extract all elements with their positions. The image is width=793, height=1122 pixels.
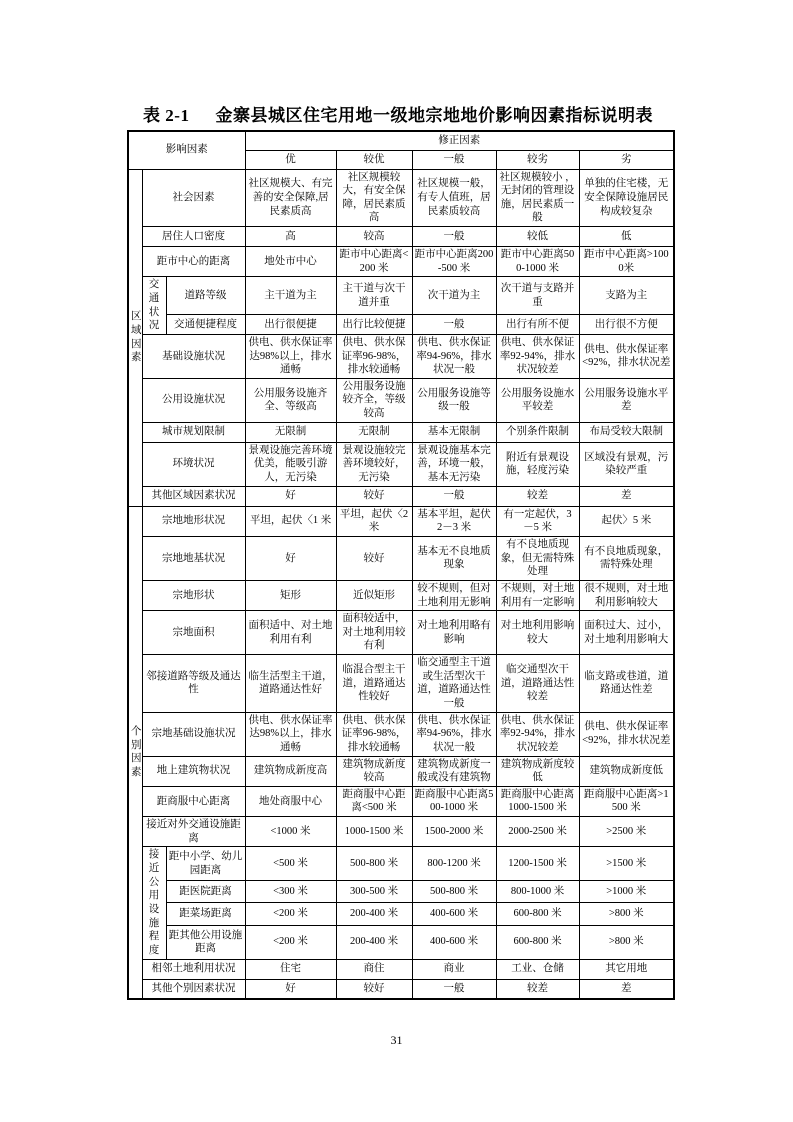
factor-value-cell: 地处商服中心 [245,786,336,816]
factor-value-cell: 对土地利用略有影响 [412,611,496,655]
factor-value-cell: 公用服务设施齐全、等级高 [245,378,336,422]
factor-name-cell: 基础设施状况 [142,334,245,378]
factor-value-cell: 景观设施较完善环境较好，无污染 [336,442,412,486]
header-influence-factor: 影响因素 [128,131,245,169]
factor-value-cell: 临混合型主干道，道路通达性较好 [336,655,412,713]
factor-value-cell: 社区规模较小 ，无封闭的管理设施，居民素质一般 [496,169,579,227]
factor-value-cell: 公用服务设施水平差 [579,378,674,422]
factor-value-cell: 较低 [496,227,579,247]
factor-value-cell: 低 [579,227,674,247]
factor-value-cell: 500-800 米 [336,847,412,881]
factor-value-cell: 平坦，起伏〈2 米 [336,506,412,536]
factor-value-cell: 较好 [336,486,412,506]
header-level-poor: 较劣 [496,150,579,169]
factor-value-cell: 公用服务设施等级一般 [412,378,496,422]
factor-value-cell: >800 米 [579,925,674,959]
factor-name-cell: 公用设施状况 [142,378,245,422]
factor-value-cell: 供电、供水保证率94-96%，排水状况一般 [412,334,496,378]
factor-name-cell: 距菜场距离 [166,903,245,925]
factor-value-cell: 一般 [412,486,496,506]
factor-name-cell: 宗地形状 [142,580,245,610]
factor-value-cell: 距商服中心距离<500 米 [336,786,412,816]
factor-value-cell: 供电、供水保证率96-98%，排水较通畅 [336,334,412,378]
factor-name-cell: 距其他公用设施距离 [166,925,245,959]
factor-name-cell: 宗地地形状况 [142,506,245,536]
factor-value-cell: 次干道为主 [412,277,496,315]
factor-value-cell: 社区规模一般，有专人值班，居民素质较高 [412,169,496,227]
factor-name-cell: 邻接道路等级及通达性 [142,655,245,713]
factor-value-cell: 矩形 [245,580,336,610]
factor-value-cell: <1000 米 [245,817,336,847]
factor-value-cell: 1000-1500 米 [336,817,412,847]
factor-value-cell: 区域没有景观，污染较严重 [579,442,674,486]
header-level-good: 较优 [336,150,412,169]
factor-value-cell: 1500-2000 米 [412,817,496,847]
factor-value-cell: 距商服中心距离>1500 米 [579,786,674,816]
factor-value-cell: 基本无不良地质现象 [412,536,496,580]
factor-value-cell: 500-800 米 [412,881,496,903]
factor-value-cell: 有不良地质现象，但无需特殊处理 [496,536,579,580]
factor-value-cell: 200-400 米 [336,925,412,959]
factor-value-cell: 300-500 米 [336,881,412,903]
factor-value-cell: 支路为主 [579,277,674,315]
factor-value-cell: 600-800 米 [496,925,579,959]
factor-name-cell: 道路等级 [166,277,245,315]
factor-value-cell: 出行很不方便 [579,314,674,334]
factor-value-cell: >800 米 [579,903,674,925]
factor-value-cell: 主干道为主 [245,277,336,315]
factor-name-cell: 其他个别因素状况 [142,979,245,999]
factor-value-cell: 临交通型主干道或生活型次干道，道路通达性一般 [412,655,496,713]
factor-name-cell: 相邻土地利用状况 [142,959,245,979]
factor-value-cell: <300 米 [245,881,336,903]
factor-value-cell: 出行很便捷 [245,314,336,334]
factor-value-cell: 商住 [336,959,412,979]
factor-value-cell: 供电、供水保证率92-94%，排水状况较差 [496,712,579,756]
factor-value-cell: 距市中心距离500-1000 米 [496,247,579,277]
group-label-individual: 个别因素 [128,506,142,999]
factor-value-cell: 供电、供水保证率96-98%，排水较通畅 [336,712,412,756]
factor-value-cell: 供电、供水保证率<92%，排水状况差 [579,712,674,756]
factor-value-cell: 公用服务设施水平较差 [496,378,579,422]
factor-value-cell: 平坦，起伏〈1 米 [245,506,336,536]
factor-value-cell: 面积适中、对土地利用有利 [245,611,336,655]
factor-value-cell: 住宅 [245,959,336,979]
factor-value-cell: 很不规则，对土地利用影响较大 [579,580,674,610]
factor-value-cell: 无限制 [336,422,412,442]
factor-value-cell: 供电、供水保证率达98%以上，排水通畅 [245,712,336,756]
factor-name-cell: 距市中心的距离 [142,247,245,277]
factor-value-cell: 较高 [336,227,412,247]
factor-value-cell: 200-400 米 [336,903,412,925]
factor-value-cell: 无限制 [245,422,336,442]
factor-value-cell: 较好 [336,979,412,999]
factor-value-cell: 供电、供水保证率<92%，排水状况差 [579,334,674,378]
factor-value-cell: 800-1200 米 [412,847,496,881]
factor-value-cell: >1000 米 [579,881,674,903]
factor-value-cell: 好 [245,486,336,506]
header-correction-factor: 修正因素 [245,131,674,150]
factor-name-cell: 宗地基础设施状况 [142,712,245,756]
header-level-bad: 劣 [579,150,674,169]
factor-value-cell: 距商服中心距离1000-1500 米 [496,786,579,816]
factor-value-cell: 距商服中心距离500-1000 米 [412,786,496,816]
factor-value-cell: 好 [245,536,336,580]
factor-value-cell: 起伏〉5 米 [579,506,674,536]
factor-value-cell: 主干道与次干道并重 [336,277,412,315]
factor-value-cell: 附近有景观设施，轻度污染 [496,442,579,486]
factor-name-cell: 社会因素 [142,169,245,227]
factor-value-cell: 较差 [496,486,579,506]
factor-value-cell: 次干道与支路并重 [496,277,579,315]
factor-value-cell: 社区规模大、有完善的安全保障,居民素质高 [245,169,336,227]
factor-value-cell: 一般 [412,979,496,999]
factor-value-cell: 面积过大、过小，对土地利用影响大 [579,611,674,655]
factor-value-cell: 距市中心距离<200 米 [336,247,412,277]
group-label-region: 区域因素 [128,169,142,506]
factor-name-cell: 接近对外交通设施距离 [142,817,245,847]
factor-value-cell: 供电、供水保证率92-94%，排水状况较差 [496,334,579,378]
factor-value-cell: 400-600 米 [412,925,496,959]
factor-value-cell: 地处市中心 [245,247,336,277]
factor-value-cell: 好 [245,979,336,999]
header-level-excellent: 优 [245,150,336,169]
factor-name-cell: 距医院距离 [166,881,245,903]
factor-value-cell: 建筑物成新度低 [579,756,674,786]
factor-value-cell: 有不良地质现象，需特殊处理 [579,536,674,580]
factor-value-cell: 1200-1500 米 [496,847,579,881]
factor-value-cell: >1500 米 [579,847,674,881]
factor-name-cell: 地上建筑物状况 [142,756,245,786]
factor-value-cell: 临交通型次干道，道路通达性较差 [496,655,579,713]
factor-value-cell: 面积较适中，对土地利用较有利 [336,611,412,655]
factor-value-cell: 景观设施基本完善，环境一般，基本无污染 [412,442,496,486]
factor-value-cell: 较不规则，但对土地利用无影响 [412,580,496,610]
factor-value-cell: 供电、供水保证率达98%以上，排水通畅 [245,334,336,378]
factor-value-cell: 临支路或巷道，道路通达性差 [579,655,674,713]
factor-value-cell: 建筑物成新度一般或没有建筑物 [412,756,496,786]
factor-value-cell: 临生活型主干道，道路通达性好 [245,655,336,713]
factor-value-cell: 距市中心距离200-500 米 [412,247,496,277]
factor-value-cell: 供电、供水保证率94-96%，排水状况一般 [412,712,496,756]
factor-value-cell: 建筑物成新度较高 [336,756,412,786]
factor-name-cell: 宗地面积 [142,611,245,655]
factor-value-cell: <200 米 [245,925,336,959]
factor-value-cell: 出行有所不便 [496,314,579,334]
factor-value-cell: 基本无限制 [412,422,496,442]
factor-value-cell: 建筑物成新度高 [245,756,336,786]
factor-value-cell: 高 [245,227,336,247]
factor-value-cell: 距市中心距离>1000米 [579,247,674,277]
factor-value-cell: 布局受较大限制 [579,422,674,442]
factor-name-cell: 距商服中心距离 [142,786,245,816]
factor-value-cell: 个别条件限制 [496,422,579,442]
factor-value-cell: 600-800 米 [496,903,579,925]
factor-value-cell: 社区规模较大，有安全保障，居民素质高 [336,169,412,227]
factor-value-cell: 较好 [336,536,412,580]
factor-value-cell: 基本平坦，起伏 2－3 米 [412,506,496,536]
table-title [120,101,676,126]
factor-value-cell: 建筑物成新度较低 [496,756,579,786]
factor-value-cell: 差 [579,486,674,506]
factors-table [127,130,675,1000]
factor-name-cell: 其他区域因素状况 [142,486,245,506]
factor-value-cell: 400-600 米 [412,903,496,925]
factor-value-cell: 景观设施完善环境优美，能吸引游人，无污染 [245,442,336,486]
factor-name-cell: 居住人口密度 [142,227,245,247]
factor-name-cell: 距中小学、幼儿园距离 [166,847,245,881]
factor-value-cell: 出行比较便捷 [336,314,412,334]
factor-name-cell: 城市规划限制 [142,422,245,442]
table-number: 表 2-1 [143,106,190,125]
factor-value-cell: 工业、仓储 [496,959,579,979]
table-title-text: 金寨县城区住宅用地一级地宗地地价影响因素指标说明表 [215,106,653,125]
factor-value-cell: <200 米 [245,903,336,925]
factor-value-cell: 商业 [412,959,496,979]
factor-value-cell: 一般 [412,227,496,247]
factor-value-cell: 有一定起伏，3－5 米 [496,506,579,536]
subgroup-label-traffic: 交通状况 [142,277,166,335]
factor-value-cell: 差 [579,979,674,999]
factor-value-cell: 近似矩形 [336,580,412,610]
factor-value-cell: 800-1000 米 [496,881,579,903]
factor-value-cell: 单独的住宅楼，无安全保障设施居民构成较复杂 [579,169,674,227]
header-level-average: 一般 [412,150,496,169]
factor-value-cell: 一般 [412,314,496,334]
factor-name-cell: 交通便捷程度 [166,314,245,334]
factor-value-cell: 对土地利用影响较大 [496,611,579,655]
page-number: 31 [390,1033,403,1047]
factor-value-cell: 公用服务设施较齐全，等级较高 [336,378,412,422]
factor-name-cell: 宗地地基状况 [142,536,245,580]
factor-value-cell: 不规则，对土地利用有一定影响 [496,580,579,610]
factor-name-cell: 环境状况 [142,442,245,486]
subgroup-label-public-facility: 接近公用设施程度 [142,847,166,959]
factor-value-cell: <500 米 [245,847,336,881]
factor-value-cell: >2500 米 [579,817,674,847]
factor-value-cell: 较差 [496,979,579,999]
factor-value-cell: 2000-2500 米 [496,817,579,847]
factor-value-cell: 其它用地 [579,959,674,979]
